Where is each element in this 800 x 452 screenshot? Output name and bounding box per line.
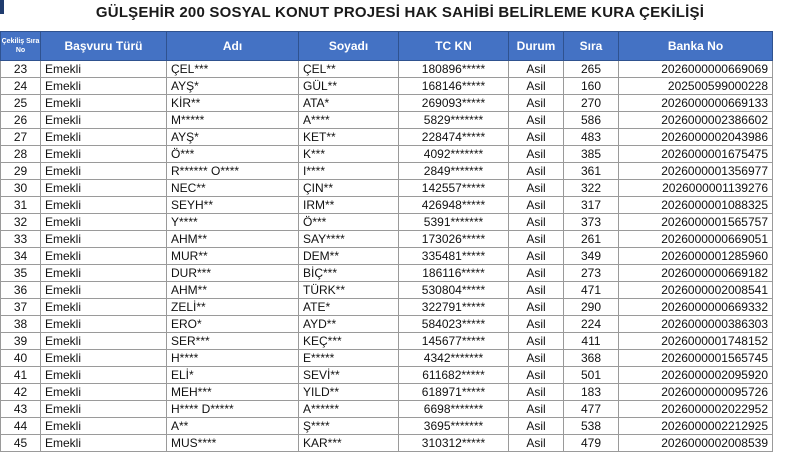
cell-basvuru-turu: Emekli xyxy=(41,78,167,95)
cell-basvuru-turu: Emekli xyxy=(41,299,167,316)
cell-sira: 471 xyxy=(564,282,619,299)
cell-durum: Asil xyxy=(509,248,564,265)
cell-soyadi: E***** xyxy=(299,350,399,367)
cell-banka-no: 2026000000386303 xyxy=(619,316,773,333)
cell-soyadi: TÜRK** xyxy=(299,282,399,299)
cell-basvuru-turu: Emekli xyxy=(41,282,167,299)
cell-tc-kn: 584023***** xyxy=(399,316,509,333)
cell-durum: Asil xyxy=(509,231,564,248)
cell-basvuru-turu: Emekli xyxy=(41,180,167,197)
cell-soyadi: KEÇ*** xyxy=(299,333,399,350)
cell-basvuru-turu: Emekli xyxy=(41,146,167,163)
cell-durum: Asil xyxy=(509,129,564,146)
cell-tc-kn: 6698******* xyxy=(399,401,509,418)
cell-durum: Asil xyxy=(509,316,564,333)
cell-durum: Asil xyxy=(509,299,564,316)
cell-sira: 368 xyxy=(564,350,619,367)
cell-basvuru-turu: Emekli xyxy=(41,333,167,350)
cell-cekilis-sira-no: 26 xyxy=(1,112,41,129)
cell-banka-no: 2026000002095920 xyxy=(619,367,773,384)
cell-cekilis-sira-no: 39 xyxy=(1,333,41,350)
cell-cekilis-sira-no: 35 xyxy=(1,265,41,282)
table-row xyxy=(1,180,773,197)
cell-banka-no: 2026000000669332 xyxy=(619,299,773,316)
cell-basvuru-turu: Emekli xyxy=(41,197,167,214)
cell-banka-no: 2026000001139276 xyxy=(619,180,773,197)
cell-cekilis-sira-no: 43 xyxy=(1,401,41,418)
table-row xyxy=(1,282,773,299)
cell-sira: 183 xyxy=(564,384,619,401)
cell-durum: Asil xyxy=(509,282,564,299)
cell-sira: 290 xyxy=(564,299,619,316)
cell-banka-no: 2026000002212925 xyxy=(619,418,773,435)
cell-adi: H**** D***** xyxy=(167,401,299,418)
cell-banka-no: 2026000001565757 xyxy=(619,214,773,231)
cell-banka-no: 2026000000669051 xyxy=(619,231,773,248)
cell-banka-no: 2026000001748152 xyxy=(619,333,773,350)
cell-cekilis-sira-no: 37 xyxy=(1,299,41,316)
cell-sira: 411 xyxy=(564,333,619,350)
cell-durum: Asil xyxy=(509,401,564,418)
cell-basvuru-turu: Emekli xyxy=(41,418,167,435)
cell-banka-no: 2026000002386602 xyxy=(619,112,773,129)
table-row xyxy=(1,435,773,452)
cell-durum: Asil xyxy=(509,384,564,401)
cell-adi: MUS**** xyxy=(167,435,299,452)
table-row xyxy=(1,197,773,214)
cell-banka-no: 2026000000669182 xyxy=(619,265,773,282)
cell-adi: ELİ* xyxy=(167,367,299,384)
cell-durum: Asil xyxy=(509,435,564,452)
table-row xyxy=(1,146,773,163)
cell-banka-no: 2026000001088325 xyxy=(619,197,773,214)
cell-soyadi: AYD** xyxy=(299,316,399,333)
cell-sira: 317 xyxy=(564,197,619,214)
header-soyadi: Soyadı xyxy=(299,32,399,61)
cell-adi: Ö*** xyxy=(167,146,299,163)
cell-adi: MUR** xyxy=(167,248,299,265)
cell-basvuru-turu: Emekli xyxy=(41,401,167,418)
cell-tc-kn: 530804***** xyxy=(399,282,509,299)
cell-adi: ÇEL*** xyxy=(167,61,299,78)
cell-sira: 479 xyxy=(564,435,619,452)
header-adi: Adı xyxy=(167,32,299,61)
cell-soyadi: GÜL** xyxy=(299,78,399,95)
table-row xyxy=(1,367,773,384)
cell-sira: 265 xyxy=(564,61,619,78)
cell-adi: H**** xyxy=(167,350,299,367)
table-row xyxy=(1,384,773,401)
cell-durum: Asil xyxy=(509,112,564,129)
cell-banka-no: 2026000002008541 xyxy=(619,282,773,299)
cell-sira: 385 xyxy=(564,146,619,163)
cell-basvuru-turu: Emekli xyxy=(41,316,167,333)
cell-tc-kn: 5829******* xyxy=(399,112,509,129)
page-title: GÜLŞEHİR 200 SOSYAL KONUT PROJESİ HAK SAHİBİ BELİRLEME KURA ÇEKİLİŞİ xyxy=(95,4,705,21)
cell-tc-kn: 145677***** xyxy=(399,333,509,350)
cell-sira: 538 xyxy=(564,418,619,435)
cell-sira: 270 xyxy=(564,95,619,112)
cell-durum: Asil xyxy=(509,78,564,95)
cell-soyadi: ATA* xyxy=(299,95,399,112)
table-row xyxy=(1,316,773,333)
cell-basvuru-turu: Emekli xyxy=(41,163,167,180)
cell-adi: AHM** xyxy=(167,282,299,299)
cell-durum: Asil xyxy=(509,163,564,180)
cell-soyadi: Ş**** xyxy=(299,418,399,435)
cell-banka-no: 2026000002022952 xyxy=(619,401,773,418)
cell-cekilis-sira-no: 40 xyxy=(1,350,41,367)
table-row xyxy=(1,112,773,129)
cell-adi: M***** xyxy=(167,112,299,129)
cell-tc-kn: 322791***** xyxy=(399,299,509,316)
table-row xyxy=(1,350,773,367)
cell-adi: ZELİ** xyxy=(167,299,299,316)
cell-tc-kn: 3695******* xyxy=(399,418,509,435)
cell-adi: AYŞ* xyxy=(167,129,299,146)
cell-banka-no: 2026000000095726 xyxy=(619,384,773,401)
cell-cekilis-sira-no: 29 xyxy=(1,163,41,180)
cell-adi: AYŞ* xyxy=(167,78,299,95)
header-basvuru-turu: Başvuru Türü xyxy=(41,32,167,61)
cell-tc-kn: 2849******* xyxy=(399,163,509,180)
table-row xyxy=(1,163,773,180)
cell-cekilis-sira-no: 32 xyxy=(1,214,41,231)
cell-adi: DUR*** xyxy=(167,265,299,282)
cell-soyadi: ÇIN** xyxy=(299,180,399,197)
cell-durum: Asil xyxy=(509,180,564,197)
cell-soyadi: BİÇ*** xyxy=(299,265,399,282)
table-row xyxy=(1,95,773,112)
cell-soyadi: DEM** xyxy=(299,248,399,265)
cell-sira: 477 xyxy=(564,401,619,418)
cell-banka-no: 2026000002008539 xyxy=(619,435,773,452)
cell-durum: Asil xyxy=(509,265,564,282)
table-row xyxy=(1,299,773,316)
cell-adi: NEC** xyxy=(167,180,299,197)
cell-tc-kn: 335481***** xyxy=(399,248,509,265)
cell-cekilis-sira-no: 38 xyxy=(1,316,41,333)
cell-tc-kn: 426948***** xyxy=(399,197,509,214)
cell-tc-kn: 310312***** xyxy=(399,435,509,452)
cell-basvuru-turu: Emekli xyxy=(41,248,167,265)
cell-sira: 322 xyxy=(564,180,619,197)
cell-durum: Asil xyxy=(509,418,564,435)
cell-sira: 261 xyxy=(564,231,619,248)
cell-cekilis-sira-no: 36 xyxy=(1,282,41,299)
header-cekilis-sira-no: Çekiliş Sıra No xyxy=(1,32,41,61)
cell-sira: 373 xyxy=(564,214,619,231)
cell-cekilis-sira-no: 25 xyxy=(1,95,41,112)
cell-sira: 483 xyxy=(564,129,619,146)
cell-tc-kn: 186116***** xyxy=(399,265,509,282)
cell-cekilis-sira-no: 23 xyxy=(1,61,41,78)
table-row xyxy=(1,401,773,418)
cell-soyadi: I**** xyxy=(299,163,399,180)
cell-soyadi: YILD** xyxy=(299,384,399,401)
cell-tc-kn: 180896***** xyxy=(399,61,509,78)
header-banka-no: Banka No xyxy=(619,32,773,61)
cell-tc-kn: 269093***** xyxy=(399,95,509,112)
cell-soyadi: SEVİ** xyxy=(299,367,399,384)
cell-basvuru-turu: Emekli xyxy=(41,61,167,78)
cell-sira: 586 xyxy=(564,112,619,129)
cell-durum: Asil xyxy=(509,367,564,384)
cell-tc-kn: 168146***** xyxy=(399,78,509,95)
cell-durum: Asil xyxy=(509,350,564,367)
cell-tc-kn: 611682***** xyxy=(399,367,509,384)
cell-cekilis-sira-no: 31 xyxy=(1,197,41,214)
cell-adi: R****** O**** xyxy=(167,163,299,180)
cell-cekilis-sira-no: 30 xyxy=(1,180,41,197)
table-row xyxy=(1,248,773,265)
kura-table xyxy=(0,31,773,452)
cell-adi: Y**** xyxy=(167,214,299,231)
header-sira: Sıra xyxy=(564,32,619,61)
cell-soyadi: KET** xyxy=(299,129,399,146)
cell-banka-no: 2026000000669133 xyxy=(619,95,773,112)
table-row xyxy=(1,418,773,435)
table-row xyxy=(1,333,773,350)
table-row xyxy=(1,214,773,231)
cell-soyadi: SAY**** xyxy=(299,231,399,248)
cell-cekilis-sira-no: 41 xyxy=(1,367,41,384)
cell-adi: KİR** xyxy=(167,95,299,112)
cell-durum: Asil xyxy=(509,146,564,163)
table-row xyxy=(1,129,773,146)
cell-tc-kn: 618971***** xyxy=(399,384,509,401)
cell-tc-kn: 228474***** xyxy=(399,129,509,146)
cell-banka-no: 2026000002043986 xyxy=(619,129,773,146)
cell-sira: 224 xyxy=(564,316,619,333)
cell-tc-kn: 142557***** xyxy=(399,180,509,197)
cell-cekilis-sira-no: 34 xyxy=(1,248,41,265)
cell-soyadi: ÇEL** xyxy=(299,61,399,78)
table-row xyxy=(1,78,773,95)
cell-adi: ERO* xyxy=(167,316,299,333)
cell-basvuru-turu: Emekli xyxy=(41,95,167,112)
cell-cekilis-sira-no: 33 xyxy=(1,231,41,248)
header-tc-kn: TC KN xyxy=(399,32,509,61)
cell-banka-no: 2026000001565745 xyxy=(619,350,773,367)
cell-banka-no: 2026000001356977 xyxy=(619,163,773,180)
cell-soyadi: K*** xyxy=(299,146,399,163)
cell-durum: Asil xyxy=(509,95,564,112)
table-row xyxy=(1,61,773,78)
cell-sira: 361 xyxy=(564,163,619,180)
cell-basvuru-turu: Emekli xyxy=(41,112,167,129)
header-durum: Durum xyxy=(509,32,564,61)
cell-cekilis-sira-no: 44 xyxy=(1,418,41,435)
cell-sira: 501 xyxy=(564,367,619,384)
cell-basvuru-turu: Emekli xyxy=(41,265,167,282)
cell-basvuru-turu: Emekli xyxy=(41,384,167,401)
cell-adi: SER*** xyxy=(167,333,299,350)
cell-basvuru-turu: Emekli xyxy=(41,129,167,146)
cell-adi: SEYH** xyxy=(167,197,299,214)
cell-soyadi: A**** xyxy=(299,112,399,129)
cell-sira: 160 xyxy=(564,78,619,95)
cell-banka-no: 2026000001675475 xyxy=(619,146,773,163)
cell-banka-no: 2026000000669069 xyxy=(619,61,773,78)
cell-tc-kn: 5391******* xyxy=(399,214,509,231)
cell-durum: Asil xyxy=(509,333,564,350)
cell-cekilis-sira-no: 45 xyxy=(1,435,41,452)
cell-soyadi: KAR*** xyxy=(299,435,399,452)
header-row xyxy=(1,32,773,61)
cell-banka-no: 2026000001285960 xyxy=(619,248,773,265)
cell-durum: Asil xyxy=(509,61,564,78)
cell-basvuru-turu: Emekli xyxy=(41,350,167,367)
table-body xyxy=(1,61,773,452)
cell-tc-kn: 4092******* xyxy=(399,146,509,163)
cell-cekilis-sira-no: 42 xyxy=(1,384,41,401)
cell-cekilis-sira-no: 27 xyxy=(1,129,41,146)
cell-soyadi: IRM** xyxy=(299,197,399,214)
cell-basvuru-turu: Emekli xyxy=(41,367,167,384)
cell-basvuru-turu: Emekli xyxy=(41,231,167,248)
cell-cekilis-sira-no: 28 xyxy=(1,146,41,163)
cell-soyadi: A****** xyxy=(299,401,399,418)
cell-adi: A** xyxy=(167,418,299,435)
cell-basvuru-turu: Emekli xyxy=(41,214,167,231)
cell-tc-kn: 4342******* xyxy=(399,350,509,367)
cell-sira: 349 xyxy=(564,248,619,265)
cell-durum: Asil xyxy=(509,197,564,214)
cell-tc-kn: 173026***** xyxy=(399,231,509,248)
cell-adi: AHM** xyxy=(167,231,299,248)
table-row xyxy=(1,265,773,282)
cell-basvuru-turu: Emekli xyxy=(41,435,167,452)
table-row xyxy=(1,231,773,248)
cell-cekilis-sira-no: 24 xyxy=(1,78,41,95)
cell-banka-no: 202500599000228 xyxy=(619,78,773,95)
cell-adi: MEH*** xyxy=(167,384,299,401)
cell-soyadi: ATE* xyxy=(299,299,399,316)
cell-sira: 273 xyxy=(564,265,619,282)
cell-soyadi: Ö*** xyxy=(299,214,399,231)
cell-durum: Asil xyxy=(509,214,564,231)
